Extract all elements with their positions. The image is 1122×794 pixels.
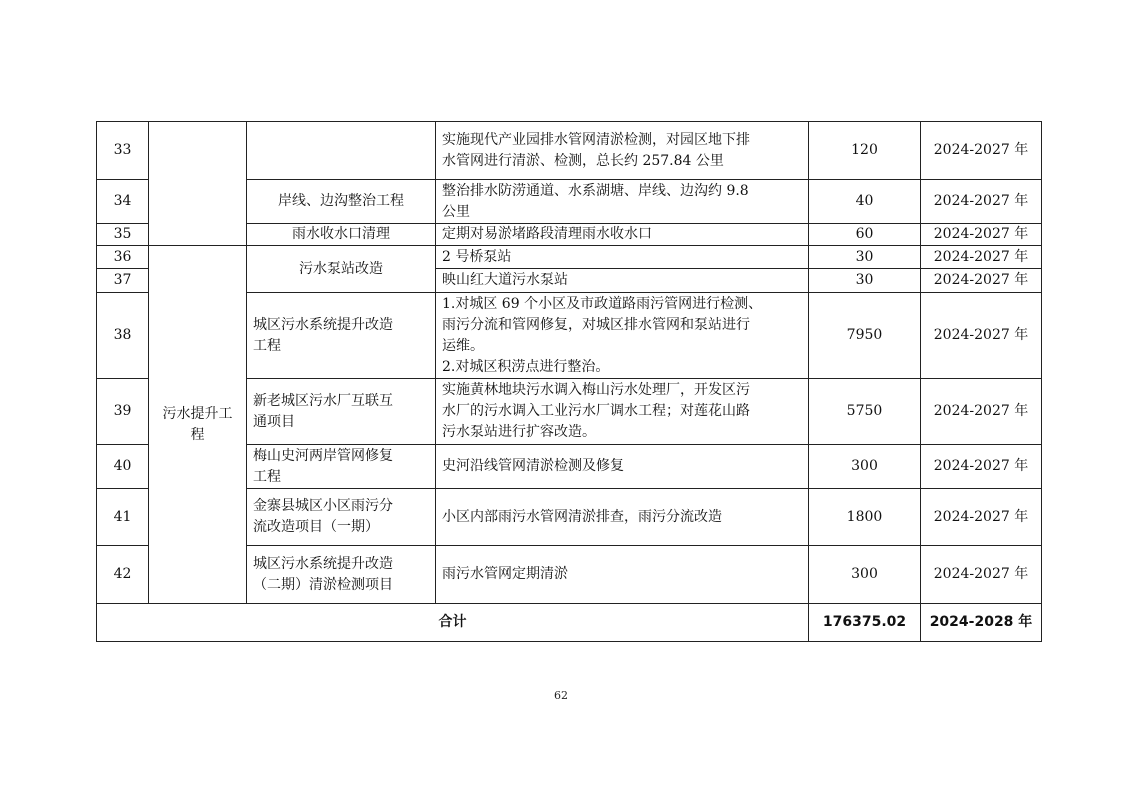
project-table (96, 121, 1042, 642)
investment-amount: 7950 (809, 293, 921, 379)
table-row (97, 122, 1042, 180)
project-name (247, 122, 436, 180)
project-name: 城区污水系统提升改造 工程 (247, 293, 436, 379)
project-name: 城区污水系统提升改造 （二期）清淤检测项目 (247, 546, 436, 604)
project-name: 污水泵站改造 (247, 246, 436, 293)
total-period: 2024-2028 年 (921, 604, 1042, 642)
project-content: 整治排水防涝通道、水系湖塘、岸线、边沟约 9.8 公里 (436, 180, 809, 224)
project-name: 金寨县城区小区雨污分 流改造项目（一期） (247, 489, 436, 546)
row-number: 42 (97, 546, 149, 604)
row-number: 34 (97, 180, 149, 224)
project-content: 实施黄林地块污水调入梅山污水处理厂，开发区污 水厂的污水调入工业污水厂调水工程；对莲花山路 污水泵站进行扩容改造。 (436, 379, 809, 445)
construction-period: 2024-2027 年 (921, 180, 1042, 224)
table-row (97, 246, 1042, 269)
project-name: 新老城区污水厂互联互 通项目 (247, 379, 436, 445)
total-label: 合计 (97, 604, 809, 642)
row-number: 40 (97, 445, 149, 489)
construction-period: 2024-2027 年 (921, 293, 1042, 379)
investment-amount: 120 (809, 122, 921, 180)
category-cell (149, 122, 247, 246)
project-content: 史河沿线管网清淤检测及修复 (436, 445, 809, 489)
construction-period: 2024-2027 年 (921, 269, 1042, 293)
row-number: 38 (97, 293, 149, 379)
construction-period: 2024-2027 年 (921, 445, 1042, 489)
construction-period: 2024-2027 年 (921, 489, 1042, 546)
project-name: 雨水收水口清理 (247, 224, 436, 246)
investment-amount: 60 (809, 224, 921, 246)
project-name: 岸线、边沟整治工程 (247, 180, 436, 224)
project-content: 映山红大道污水泵站 (436, 269, 809, 293)
project-content: 实施现代产业园排水管网清淤检测，对园区地下排 水管网进行清淤、检测，总长约 257.84 公里 (436, 122, 809, 180)
investment-amount: 300 (809, 445, 921, 489)
row-number: 35 (97, 224, 149, 246)
row-number: 37 (97, 269, 149, 293)
construction-period: 2024-2027 年 (921, 546, 1042, 604)
project-content: 小区内部雨污水管网清淤排查，雨污分流改造 (436, 489, 809, 546)
construction-period: 2024-2027 年 (921, 379, 1042, 445)
construction-period: 2024-2027 年 (921, 122, 1042, 180)
project-name: 梅山史河两岸管网修复 工程 (247, 445, 436, 489)
row-number: 41 (97, 489, 149, 546)
project-content: 2 号桥泵站 (436, 246, 809, 269)
row-number: 36 (97, 246, 149, 269)
page-number: 62 (554, 689, 568, 702)
row-number: 39 (97, 379, 149, 445)
investment-amount: 1800 (809, 489, 921, 546)
project-content: 1.对城区 69 个小区及市政道路雨污管网进行检测、 雨污分流和管网修复，对城区排水管网和泵站进行 运维。 2.对城区积涝点进行整治。 (436, 293, 809, 379)
total-row (97, 604, 1042, 642)
investment-amount: 30 (809, 246, 921, 269)
investment-amount: 40 (809, 180, 921, 224)
investment-amount: 300 (809, 546, 921, 604)
total-amount: 176375.02 (809, 604, 921, 642)
category-cell: 污水提升工 程 (149, 246, 247, 604)
investment-amount: 30 (809, 269, 921, 293)
construction-period: 2024-2027 年 (921, 246, 1042, 269)
project-content: 雨污水管网定期清淤 (436, 546, 809, 604)
row-number: 33 (97, 122, 149, 180)
investment-amount: 5750 (809, 379, 921, 445)
construction-period: 2024-2027 年 (921, 224, 1042, 246)
project-content: 定期对易淤堵路段清理雨水收水口 (436, 224, 809, 246)
